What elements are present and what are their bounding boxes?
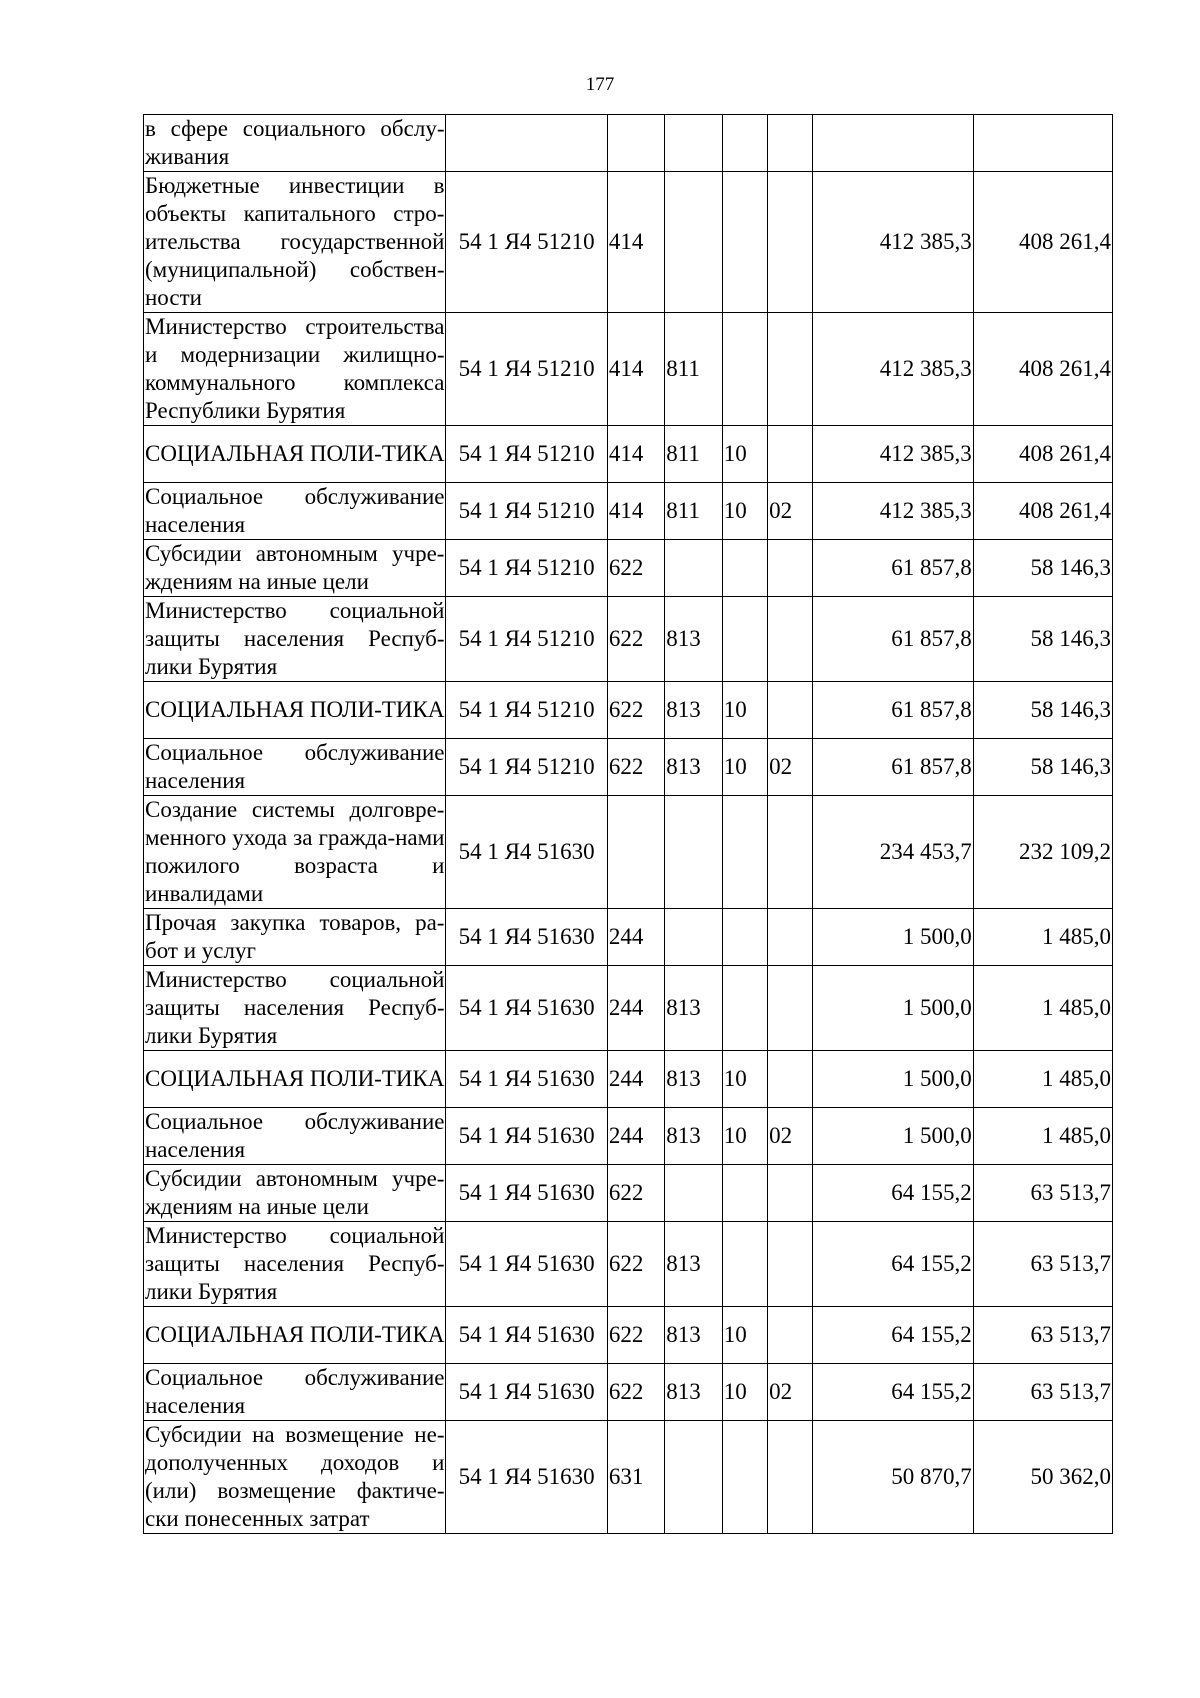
ministry-code-cell — [665, 909, 722, 966]
target-article-cell — [446, 115, 607, 172]
ministry-code-cell: 813 — [665, 966, 722, 1051]
target-article-cell: 54 1 Я4 51210 — [446, 540, 607, 597]
target-article-cell: 54 1 Я4 51630 — [446, 1165, 607, 1222]
section-cell — [722, 966, 767, 1051]
section-cell — [722, 115, 767, 172]
section-cell — [722, 909, 767, 966]
amount-year1-cell: 1 500,0 — [813, 966, 973, 1051]
row-name-cell: Субсидии на возмещение не-дополученных доходов и (или) возмещение фактиче-ски понесенных затрат — [144, 1421, 446, 1534]
amount-year1-cell: 412 385,3 — [813, 313, 973, 426]
section-cell — [722, 172, 767, 313]
target-article-cell: 54 1 Я4 51630 — [446, 1307, 607, 1364]
subsection-cell — [768, 1165, 813, 1222]
target-article-cell: 54 1 Я4 51630 — [446, 1108, 607, 1165]
subsection-cell — [768, 540, 813, 597]
ministry-code-cell: 811 — [665, 313, 722, 426]
target-article-cell: 54 1 Я4 51630 — [446, 1051, 607, 1108]
table-row — [144, 966, 1113, 1051]
section-cell: 10 — [722, 1364, 767, 1421]
table-row — [144, 597, 1113, 682]
ministry-code-cell: 811 — [665, 426, 722, 483]
subsection-cell — [768, 1421, 813, 1534]
section-cell — [722, 1165, 767, 1222]
target-article-cell: 54 1 Я4 51210 — [446, 172, 607, 313]
table-row — [144, 1222, 1113, 1307]
amount-year1-cell: 64 155,2 — [813, 1307, 973, 1364]
expense-type-cell: 414 — [607, 483, 664, 540]
table-body — [144, 115, 1113, 1534]
amount-year1-cell: 61 857,8 — [813, 682, 973, 739]
row-name-cell: Социальное обслуживание населения — [144, 1364, 446, 1421]
ministry-code-cell — [665, 540, 722, 597]
section-cell: 10 — [722, 1307, 767, 1364]
section-cell — [722, 597, 767, 682]
subsection-cell — [768, 909, 813, 966]
ministry-code-cell: 813 — [665, 597, 722, 682]
amount-year2-cell: 63 513,7 — [973, 1364, 1112, 1421]
amount-year2-cell: 63 513,7 — [973, 1307, 1112, 1364]
amount-year1-cell: 234 453,7 — [813, 796, 973, 909]
expense-type-cell: 622 — [607, 1165, 664, 1222]
table-row — [144, 1051, 1113, 1108]
section-cell — [722, 1222, 767, 1307]
expense-type-cell: 622 — [607, 739, 664, 796]
ministry-code-cell: 813 — [665, 1307, 722, 1364]
expense-type-cell: 244 — [607, 1051, 664, 1108]
amount-year2-cell: 408 261,4 — [973, 483, 1112, 540]
expense-type-cell: 631 — [607, 1421, 664, 1534]
ministry-code-cell: 813 — [665, 682, 722, 739]
amount-year2-cell: 63 513,7 — [973, 1222, 1112, 1307]
amount-year2-cell: 408 261,4 — [973, 313, 1112, 426]
section-cell: 10 — [722, 426, 767, 483]
row-name-cell: СОЦИАЛЬНАЯ ПОЛИ-ТИКА — [144, 1307, 446, 1364]
row-name-cell: Министерство социальной защиты населения Респуб-лики Бурятия — [144, 597, 446, 682]
subsection-cell — [768, 115, 813, 172]
amount-year2-cell: 1 485,0 — [973, 1108, 1112, 1165]
ministry-code-cell: 813 — [665, 1051, 722, 1108]
expense-type-cell: 622 — [607, 1222, 664, 1307]
row-name-cell: СОЦИАЛЬНАЯ ПОЛИ-ТИКА — [144, 1051, 446, 1108]
expense-type-cell: 244 — [607, 966, 664, 1051]
table-row — [144, 739, 1113, 796]
section-cell — [722, 540, 767, 597]
row-name-cell: Социальное обслуживание населения — [144, 1108, 446, 1165]
subsection-cell — [768, 313, 813, 426]
target-article-cell: 54 1 Я4 51630 — [446, 1421, 607, 1534]
subsection-cell — [768, 966, 813, 1051]
expense-type-cell: 244 — [607, 1108, 664, 1165]
row-name-cell: Бюджетные инвестиции в объекты капитального стро-ительства государственной (муниципальной) собствен-ности — [144, 172, 446, 313]
amount-year1-cell: 61 857,8 — [813, 739, 973, 796]
target-article-cell: 54 1 Я4 51210 — [446, 739, 607, 796]
amount-year1-cell: 412 385,3 — [813, 483, 973, 540]
target-article-cell: 54 1 Я4 51210 — [446, 426, 607, 483]
row-name-cell: Субсидии автономным учре-ждениям на иные цели — [144, 540, 446, 597]
amount-year2-cell: 58 146,3 — [973, 739, 1112, 796]
expense-type-cell — [607, 796, 664, 909]
amount-year2-cell: 63 513,7 — [973, 1165, 1112, 1222]
table-row — [144, 483, 1113, 540]
amount-year2-cell: 408 261,4 — [973, 172, 1112, 313]
subsection-cell — [768, 1051, 813, 1108]
target-article-cell: 54 1 Я4 51210 — [446, 483, 607, 540]
expense-type-cell: 622 — [607, 1364, 664, 1421]
amount-year2-cell — [973, 115, 1112, 172]
target-article-cell: 54 1 Я4 51210 — [446, 313, 607, 426]
expense-type-cell: 622 — [607, 540, 664, 597]
ministry-code-cell — [665, 172, 722, 313]
target-article-cell: 54 1 Я4 51630 — [446, 909, 607, 966]
ministry-code-cell: 813 — [665, 739, 722, 796]
ministry-code-cell — [665, 115, 722, 172]
row-name-cell: Прочая закупка товаров, ра-бот и услуг — [144, 909, 446, 966]
row-name-cell: СОЦИАЛЬНАЯ ПОЛИ-ТИКА — [144, 682, 446, 739]
section-cell — [722, 796, 767, 909]
table-row — [144, 1108, 1113, 1165]
table-row — [144, 313, 1113, 426]
section-cell — [722, 313, 767, 426]
section-cell: 10 — [722, 1108, 767, 1165]
subsection-cell — [768, 426, 813, 483]
amount-year1-cell: 1 500,0 — [813, 909, 973, 966]
target-article-cell: 54 1 Я4 51210 — [446, 597, 607, 682]
subsection-cell: 02 — [768, 1108, 813, 1165]
budget-table — [143, 114, 1113, 1534]
amount-year2-cell: 1 485,0 — [973, 909, 1112, 966]
target-article-cell: 54 1 Я4 51630 — [446, 1364, 607, 1421]
amount-year2-cell: 58 146,3 — [973, 540, 1112, 597]
amount-year1-cell: 1 500,0 — [813, 1108, 973, 1165]
amount-year1-cell: 64 155,2 — [813, 1364, 973, 1421]
target-article-cell: 54 1 Я4 51630 — [446, 1222, 607, 1307]
ministry-code-cell — [665, 1165, 722, 1222]
subsection-cell: 02 — [768, 739, 813, 796]
amount-year1-cell: 61 857,8 — [813, 540, 973, 597]
expense-type-cell — [607, 115, 664, 172]
ministry-code-cell — [665, 1421, 722, 1534]
subsection-cell — [768, 1307, 813, 1364]
amount-year1-cell: 64 155,2 — [813, 1165, 973, 1222]
expense-type-cell: 414 — [607, 426, 664, 483]
ministry-code-cell: 813 — [665, 1222, 722, 1307]
amount-year1-cell: 50 870,7 — [813, 1421, 973, 1534]
amount-year2-cell: 408 261,4 — [973, 426, 1112, 483]
ministry-code-cell: 813 — [665, 1364, 722, 1421]
row-name-cell: Создание системы долговре-менного ухода за гражда-нами пожилого возраста и инвалидами — [144, 796, 446, 909]
expense-type-cell: 622 — [607, 1307, 664, 1364]
table-row — [144, 1165, 1113, 1222]
table-row — [144, 1421, 1113, 1534]
amount-year1-cell — [813, 115, 973, 172]
table-row — [144, 540, 1113, 597]
table-row — [144, 909, 1113, 966]
amount-year2-cell: 58 146,3 — [973, 682, 1112, 739]
table-row — [144, 172, 1113, 313]
subsection-cell — [768, 682, 813, 739]
amount-year2-cell: 50 362,0 — [973, 1421, 1112, 1534]
amount-year2-cell: 1 485,0 — [973, 1051, 1112, 1108]
row-name-cell: Министерство строительства и модернизации жилищно-коммунального комплекса Республики Бурятия — [144, 313, 446, 426]
section-cell: 10 — [722, 483, 767, 540]
subsection-cell: 02 — [768, 1364, 813, 1421]
ministry-code-cell: 811 — [665, 483, 722, 540]
amount-year1-cell: 1 500,0 — [813, 1051, 973, 1108]
amount-year2-cell: 232 109,2 — [973, 796, 1112, 909]
amount-year2-cell: 1 485,0 — [973, 966, 1112, 1051]
subsection-cell — [768, 597, 813, 682]
row-name-cell: Министерство социальной защиты населения Респуб-лики Бурятия — [144, 1222, 446, 1307]
target-article-cell: 54 1 Я4 51210 — [446, 682, 607, 739]
amount-year1-cell: 412 385,3 — [813, 172, 973, 313]
table-row — [144, 1307, 1113, 1364]
section-cell: 10 — [722, 1051, 767, 1108]
subsection-cell — [768, 1222, 813, 1307]
expense-type-cell: 622 — [607, 597, 664, 682]
target-article-cell: 54 1 Я4 51630 — [446, 796, 607, 909]
amount-year1-cell: 64 155,2 — [813, 1222, 973, 1307]
row-name-cell: Министерство социальной защиты населения Респуб-лики Бурятия — [144, 966, 446, 1051]
section-cell: 10 — [722, 739, 767, 796]
subsection-cell — [768, 172, 813, 313]
ministry-code-cell — [665, 796, 722, 909]
target-article-cell: 54 1 Я4 51630 — [446, 966, 607, 1051]
table-row — [144, 796, 1113, 909]
amount-year1-cell: 61 857,8 — [813, 597, 973, 682]
row-name-cell: Социальное обслуживание населения — [144, 483, 446, 540]
row-name-cell: СОЦИАЛЬНАЯ ПОЛИ-ТИКА — [144, 426, 446, 483]
subsection-cell: 02 — [768, 483, 813, 540]
section-cell — [722, 1421, 767, 1534]
expense-type-cell: 414 — [607, 313, 664, 426]
amount-year2-cell: 58 146,3 — [973, 597, 1112, 682]
table-row — [144, 1364, 1113, 1421]
expense-type-cell: 622 — [607, 682, 664, 739]
table-row — [144, 682, 1113, 739]
subsection-cell — [768, 796, 813, 909]
expense-type-cell: 244 — [607, 909, 664, 966]
expense-type-cell: 414 — [607, 172, 664, 313]
table-row — [144, 426, 1113, 483]
row-name-cell: в сфере социального обслу- живания — [144, 115, 446, 172]
row-name-cell: Субсидии автономным учре-ждениям на иные цели — [144, 1165, 446, 1222]
amount-year1-cell: 412 385,3 — [813, 426, 973, 483]
row-name-cell: Социальное обслуживание населения — [144, 739, 446, 796]
section-cell: 10 — [722, 682, 767, 739]
ministry-code-cell: 813 — [665, 1108, 722, 1165]
table-row — [144, 115, 1113, 172]
page-number: 177 — [585, 74, 615, 95]
